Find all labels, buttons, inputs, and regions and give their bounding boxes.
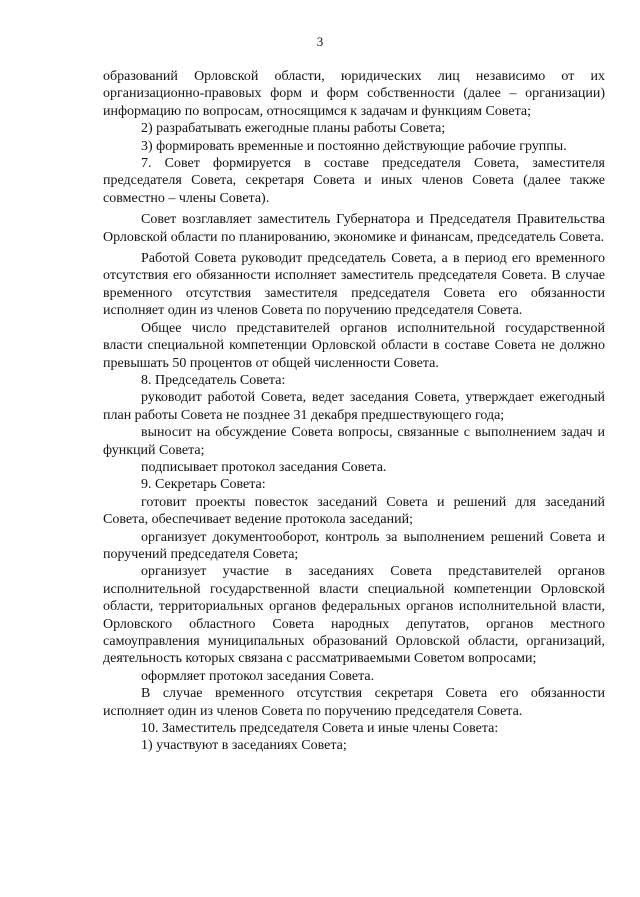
paragraph-secretary-absence: В случае временного отсутствия секретаря Совета его обязанности исполняет один из членов Совета по поручению председателя Совета. bbox=[103, 686, 605, 719]
paragraph-section-7: 7. Совет формируется в составе председателя Совета, заместителя председателя Совета, секретаря Совета и иных членов Совета (далее также совместно – члены Совета). bbox=[103, 156, 605, 206]
paragraph-representatives: Общее число представителей органов исполнительной государственной власти специальной компетенции Орловской области в составе Совета не должно превышать 50 процентов от общей численности Совета. bbox=[103, 320, 605, 371]
paragraph-secretary-duty-3: организует участие в заседаниях Совета представителей органов исполнительной государственной власти специальной компетенции Орловской области, территориальных органов федеральных органов исполнительной власти, Орловского областного Совета народных депутатов, органов местного самоуправления муниципальных образований Орловской области, организаций, деятельность которых связана с рассматриваемыми Советом вопросами; bbox=[103, 564, 605, 667]
paragraph-member-duty-1: 1) участвуют в заседаниях Совета; bbox=[141, 738, 347, 754]
paragraph-council-head: Совет возглавляет заместитель Губернатора и Председателя Правительства Орловской области по планированию, экономике и финансам, председатель Совета. bbox=[103, 212, 605, 245]
page-number: 3 bbox=[316, 34, 324, 49]
paragraph-chair-duty-1: руководит работой Совета, ведет заседания Совета, утверждает ежегодный план работы Совета не позднее 31 декабря предшествующего года; bbox=[103, 390, 605, 423]
paragraph-chair-duty-2: выносит на обсуждение Совета вопросы, связанные с выполнением задач и функций Совета; bbox=[103, 425, 605, 458]
paragraph-item-3: 3) формировать временные и постоянно действующие рабочие группы. bbox=[141, 138, 567, 154]
paragraph-secretary-duty-2: организует документооборот, контроль за выполнением решений Совета и поручений председателя Совета; bbox=[103, 529, 605, 562]
paragraph-section-9: 9. Секретарь Совета: bbox=[141, 477, 266, 493]
paragraph-continuation: образований Орловской области, юридических лиц независимо от их организационно-правовых форм и форм собственности (далее – организации) информацию по вопросам, относящимся к задачам и функциям Совета; bbox=[103, 69, 605, 119]
paragraph-chair-duty-3: подписывает протокол заседания Совета. bbox=[141, 459, 387, 475]
paragraph-item-2: 2) разрабатывать ежегодные планы работы Совета; bbox=[141, 121, 446, 137]
paragraph-section-10: 10. Заместитель председателя Совета и иные члены Совета: bbox=[141, 721, 499, 737]
document-body bbox=[103, 68, 605, 755]
paragraph-section-8: 8. Председатель Совета: bbox=[141, 372, 286, 388]
paragraph-secretary-duty-4: оформляет протокол заседания Совета. bbox=[141, 668, 375, 684]
paragraph-secretary-duty-1: готовит проекты повесток заседаний Совета и решений для заседаний Совета, обеспечивает ведение протокола заседаний; bbox=[103, 494, 605, 528]
paragraph-council-leadership: Работой Совета руководит председатель Совета, а в период его временного отсутствия его обязанности исполняет заместитель председателя Совета. В случае временного отсутствия заместителя председателя Совета его обязанности исполняет один из членов Совета по поручению председателя Совета. bbox=[103, 251, 605, 319]
